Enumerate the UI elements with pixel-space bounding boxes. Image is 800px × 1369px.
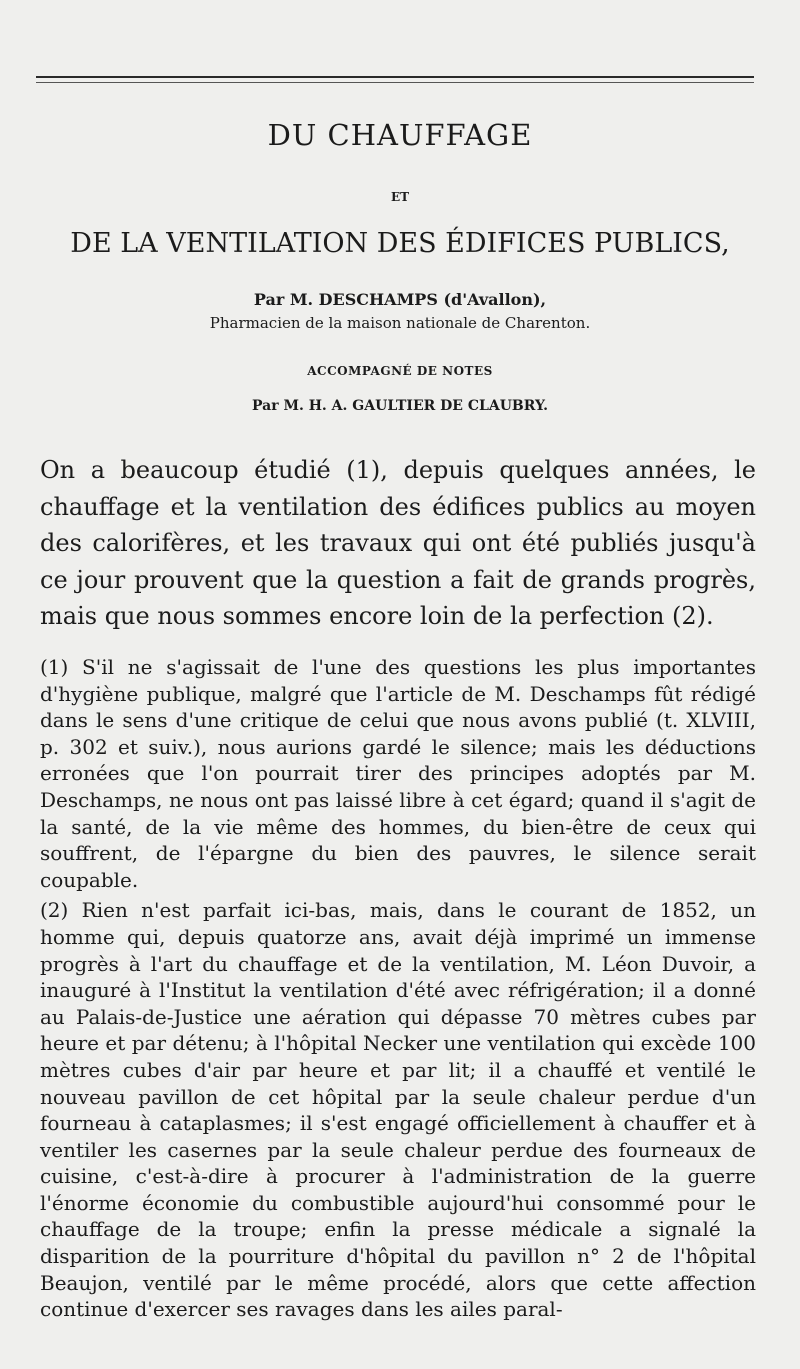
footnote-1: (1) S'il ne s'agissait de l'une des questions les plus importantes d'hygiène publique, malgré que l'article de M. Deschamps fût rédigé dans le sens d'une critique de celui que nous avons publié (t. XLVIII, p. 302 et suiv.), nous aurions gardé le silence; mais les déductions erronées que l'on pourrait tirer des principes adoptés par M. Deschamps, ne nous ont pas laissé libre à cet égard; quand il s'agit de la santé, de la vie même des hommes, du bien-être de ceux qui souffrent, de l'épargne du bien des pauvres, le silence serait coupable.: [40, 655, 756, 892]
notes-heading: ACCOMPAGNÉ DE NOTES: [307, 364, 493, 378]
title-connector: ET: [390, 190, 410, 204]
footnotes: [40, 654, 756, 1323]
main-text: [40, 452, 756, 635]
header-rule-thin: [36, 82, 754, 83]
article-subtitle: DE LA VENTILATION DES ÉDIFICES PUBLICS,: [70, 228, 730, 259]
footnote-2: (2) Rien n'est parfait ici-bas, mais, dans le courant de 1852, un homme qui, depuis quatorze ans, avait déjà imprimé un immense progrès à l'art du chauffage et de la ventilation, M. Léon Duvoir, a inauguré à l'Institut la ventilation d'été avec réfrigération; il a donné au Palais-de-Justice une aération qui dépasse 70 mètres cubes par heure et par détenu; à l'hôpital Necker une ventilation qui excède 100 mètres cubes d'air par heure et par lit; il a chauffé et ventilé le nouveau pavillon de cet hôpital par la seule chaleur perdue d'un fourneau à cataplasmes; il s'est engagé officiellement à chauffer et à ventiler les casernes par la seule chaleur perdue des fourneaux de cuisine, c'est-à-dire à procurer à l'administration de la guerre l'énorme économie du combustible aujourd'hui consommé pour le chauffage de la troupe; enfin la presse médicale a signalé la disparition de la pourriture d'hôpital du pavillon n° 2 de l'hôpital Beaujon, ventilé par le même procédé, alors que cette affection continue d'exercer ses ravages dans les ailes paral-: [40, 898, 756, 1322]
author-affiliation: Pharmacien de la maison nationale de Charenton.: [209, 314, 591, 332]
annotator-line: Par M. H. A. GAULTIER DE CLAUBRY.: [251, 398, 549, 414]
author-line: Par M. DESCHAMPS (d'Avallon),: [253, 290, 547, 309]
header-rule: [36, 76, 754, 78]
article-title: DU CHAUFFAGE: [267, 118, 533, 152]
main-paragraph: On a beaucoup étudié (1), depuis quelques années, le chauffage et la ventilation des édifices publics au moyen des calorifères, et les travaux qui ont été publiés jusqu'à ce jour prouvent que la question a fait de grands progrès, mais que nous sommes encore loin de la perfection (2).: [40, 456, 756, 630]
